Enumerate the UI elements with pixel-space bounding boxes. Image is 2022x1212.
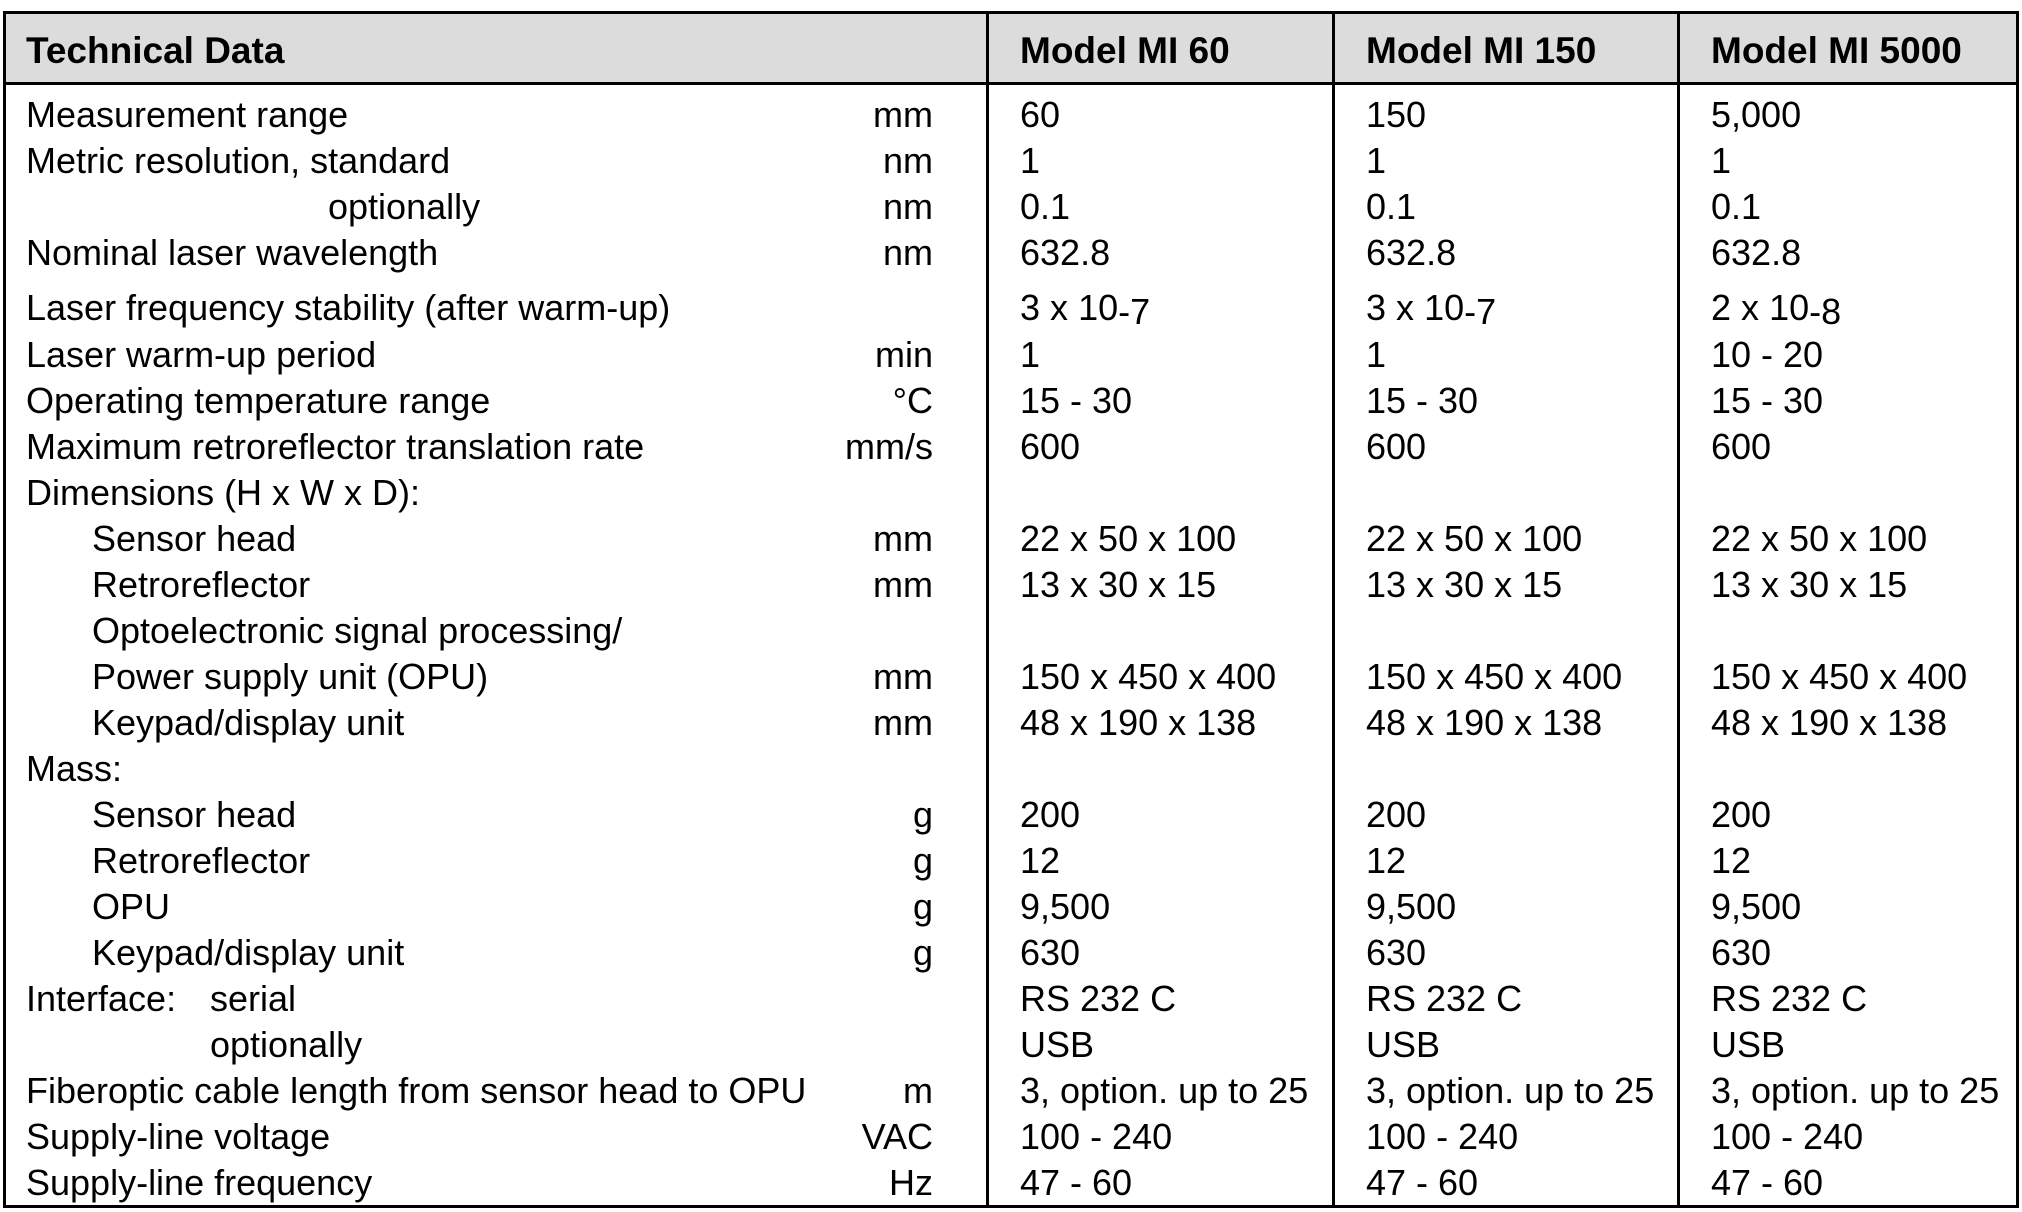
- table-row: [6, 791, 2016, 837]
- mantissa: 3: [1366, 287, 1387, 328]
- value-mi-150: 150 x 450 x 400: [1366, 656, 1623, 697]
- row-unit: mm: [873, 702, 933, 743]
- value-mi-60: 0.1: [1020, 186, 1071, 227]
- value-mi-60: 1: [1020, 334, 1041, 375]
- value-mi-5000: 5,000: [1711, 94, 1802, 135]
- row-unit: g: [912, 794, 933, 835]
- table-row: [6, 1067, 2016, 1113]
- table-row: [6, 975, 2016, 1021]
- table-row: [6, 423, 2016, 469]
- value-mi-5000: 0.1: [1711, 186, 1762, 227]
- row-label: optionally: [328, 186, 481, 227]
- base: 10: [1769, 287, 1810, 328]
- value-mi-150: 15 - 30: [1366, 380, 1479, 421]
- row-label: Laser warm-up period: [26, 334, 377, 375]
- row-unit: nm: [882, 140, 933, 181]
- value-mi-150: 22 x 50 x 100: [1366, 518, 1583, 559]
- row-label: Optoelectronic signal processing/: [92, 610, 623, 651]
- row-label: Nominal laser wavelength: [26, 232, 439, 273]
- times-sign: x: [1741, 287, 1760, 328]
- exponent: -8: [1809, 291, 1842, 332]
- table-row: [6, 653, 2016, 699]
- row-unit: nm: [882, 232, 933, 273]
- table-row: [6, 1113, 2016, 1159]
- value-mi-60: 150 x 450 x 400: [1020, 656, 1277, 697]
- row-label: Retroreflector: [92, 564, 311, 605]
- value-mi-150: 100 - 240: [1366, 1116, 1519, 1157]
- table-row: [6, 561, 2016, 607]
- row-label: Interface:: [26, 978, 177, 1019]
- table-row: [6, 137, 2016, 183]
- header-model-mi-60: Model MI 60: [1020, 30, 1230, 71]
- value-mi-60: 630: [1020, 932, 1081, 973]
- row-label: Mass:: [26, 748, 123, 789]
- table-row: [6, 837, 2016, 883]
- row-label: Power supply unit (OPU): [92, 656, 489, 697]
- times-sign: x: [1050, 287, 1069, 328]
- exponent: -7: [1118, 291, 1151, 332]
- value-mi-150: 47 - 60: [1366, 1162, 1479, 1203]
- row-label: Laser frequency stability (after warm-up): [26, 287, 671, 328]
- value-mi-150: 200: [1366, 794, 1427, 835]
- times-sign: x: [1396, 287, 1415, 328]
- value-mi-5000: 150 x 450 x 400: [1711, 656, 1968, 697]
- mantissa: 2: [1711, 287, 1732, 328]
- row-unit: m: [903, 1070, 933, 1111]
- value-mi-5000: 48 x 190 x 138: [1711, 702, 1948, 743]
- row-unit: mm: [873, 656, 933, 697]
- row-label: Sensor head: [92, 518, 297, 559]
- value-mi-5000: RS 232 C: [1711, 978, 1868, 1019]
- table-row: [6, 745, 2016, 791]
- row-label: Keypad/display unit: [92, 702, 405, 743]
- value-mi-5000: 630: [1711, 932, 1772, 973]
- row-label: Supply-line voltage: [26, 1116, 331, 1157]
- row-unit: g: [912, 840, 933, 881]
- value-mi-60: 47 - 60: [1020, 1162, 1133, 1203]
- value-mi-150: 13 x 30 x 15: [1366, 564, 1563, 605]
- value-mi-60: 600: [1020, 426, 1081, 467]
- value-mi-60: 60: [1020, 94, 1061, 135]
- table-row: [6, 1159, 2016, 1205]
- row-unit: VAC: [861, 1116, 933, 1157]
- header-model-mi-150: Model MI 150: [1366, 30, 1597, 71]
- row-label: Operating temperature range: [26, 380, 491, 421]
- row-unit: min: [874, 334, 933, 375]
- table-row: [6, 331, 2016, 377]
- row-label: Measurement range: [26, 94, 349, 135]
- row-label: Keypad/display unit: [92, 932, 405, 973]
- table-row: [6, 699, 2016, 745]
- value-mi-60: 9,500: [1020, 886, 1111, 927]
- value-mi-5000: 3, option. up to 25: [1711, 1070, 2000, 1111]
- exponent: -7: [1464, 291, 1497, 332]
- value-mi-60: 3, option. up to 25: [1020, 1070, 1309, 1111]
- value-mi-5000: 22 x 50 x 100: [1711, 518, 1928, 559]
- value-mi-5000: 200: [1711, 794, 1772, 835]
- mantissa: 3: [1020, 287, 1041, 328]
- value-mi-60: 22 x 50 x 100: [1020, 518, 1237, 559]
- row-unit: nm: [882, 186, 933, 227]
- value-mi-150: 0.1: [1366, 186, 1417, 227]
- value-mi-5000: 632.8: [1711, 232, 1802, 273]
- table-row: [6, 284, 2016, 330]
- table-row: [6, 607, 2016, 653]
- technical-data-table: [3, 11, 2019, 1208]
- row-unit: g: [912, 886, 933, 927]
- row-unit: mm: [873, 518, 933, 559]
- table-row: [6, 229, 2016, 275]
- value-mi-5000: 47 - 60: [1711, 1162, 1824, 1203]
- value-mi-5000: 100 - 240: [1711, 1116, 1864, 1157]
- header-technical-data: Technical Data: [26, 30, 285, 71]
- table-row: [6, 91, 2016, 137]
- value-mi-60: 48 x 190 x 138: [1020, 702, 1257, 743]
- value-mi-150: 12: [1366, 840, 1407, 881]
- value-mi-60: 100 - 240: [1020, 1116, 1173, 1157]
- value-mi-150: 9,500: [1366, 886, 1457, 927]
- row-label: Retroreflector: [92, 840, 311, 881]
- value-mi-150: 48 x 190 x 138: [1366, 702, 1603, 743]
- value-mi-60: 1: [1020, 140, 1041, 181]
- table-row: [6, 883, 2016, 929]
- table-row: [6, 183, 2016, 229]
- value-mi-60: 12: [1020, 840, 1061, 881]
- table-header: [6, 14, 2016, 85]
- row-unit: Hz: [889, 1162, 933, 1203]
- row-label: OPU: [92, 886, 171, 927]
- table-row: [6, 469, 2016, 515]
- base: 10: [1078, 287, 1119, 328]
- row-unit: g: [912, 932, 933, 973]
- row-label: Dimensions (H x W x D):: [26, 472, 421, 513]
- value-mi-60: 632.8: [1020, 232, 1111, 273]
- value-mi-5000: 13 x 30 x 15: [1711, 564, 1908, 605]
- value-mi-5000: USB: [1711, 1024, 1786, 1065]
- value-mi-5000: 12: [1711, 840, 1752, 881]
- value-mi-5000: 1: [1711, 140, 1732, 181]
- value-mi-60: 200: [1020, 794, 1081, 835]
- value-mi-150: [1366, 287, 1497, 332]
- value-mi-5000: 10 - 20: [1711, 334, 1824, 375]
- row-label: Metric resolution, standard: [26, 140, 451, 181]
- row-unit: mm/s: [845, 426, 933, 467]
- row-unit: mm: [873, 564, 933, 605]
- value-mi-5000: 9,500: [1711, 886, 1802, 927]
- value-mi-150: 632.8: [1366, 232, 1457, 273]
- value-mi-60: [1020, 287, 1151, 332]
- row-sublabel: serial: [210, 978, 297, 1019]
- value-mi-60: 13 x 30 x 15: [1020, 564, 1217, 605]
- value-mi-60: RS 232 C: [1020, 978, 1177, 1019]
- row-label: optionally: [210, 1024, 363, 1065]
- row-unit: mm: [873, 94, 933, 135]
- row-label: Maximum retroreflector translation rate: [26, 426, 645, 467]
- value-mi-150: 1: [1366, 140, 1387, 181]
- value-mi-150: 600: [1366, 426, 1427, 467]
- value-mi-150: RS 232 C: [1366, 978, 1523, 1019]
- table-row: [6, 1021, 2016, 1067]
- value-mi-5000: [1711, 287, 1842, 332]
- value-mi-150: 630: [1366, 932, 1427, 973]
- row-unit: °C: [892, 380, 933, 421]
- value-mi-5000: 600: [1711, 426, 1772, 467]
- value-mi-150: 3, option. up to 25: [1366, 1070, 1655, 1111]
- value-mi-60: 15 - 30: [1020, 380, 1133, 421]
- row-label: Fiberoptic cable length from sensor head to OPU: [26, 1070, 807, 1111]
- value-mi-5000: 15 - 30: [1711, 380, 1824, 421]
- table-row: [6, 377, 2016, 423]
- row-label: Sensor head: [92, 794, 297, 835]
- value-mi-150: USB: [1366, 1024, 1441, 1065]
- header-model-mi-5000: Model MI 5000: [1711, 30, 1962, 71]
- value-mi-150: 150: [1366, 94, 1427, 135]
- table-row: [6, 929, 2016, 975]
- value-mi-60: USB: [1020, 1024, 1095, 1065]
- base: 10: [1424, 287, 1465, 328]
- table-row: [6, 515, 2016, 561]
- row-label: Supply-line frequency: [26, 1162, 373, 1203]
- value-mi-150: 1: [1366, 334, 1387, 375]
